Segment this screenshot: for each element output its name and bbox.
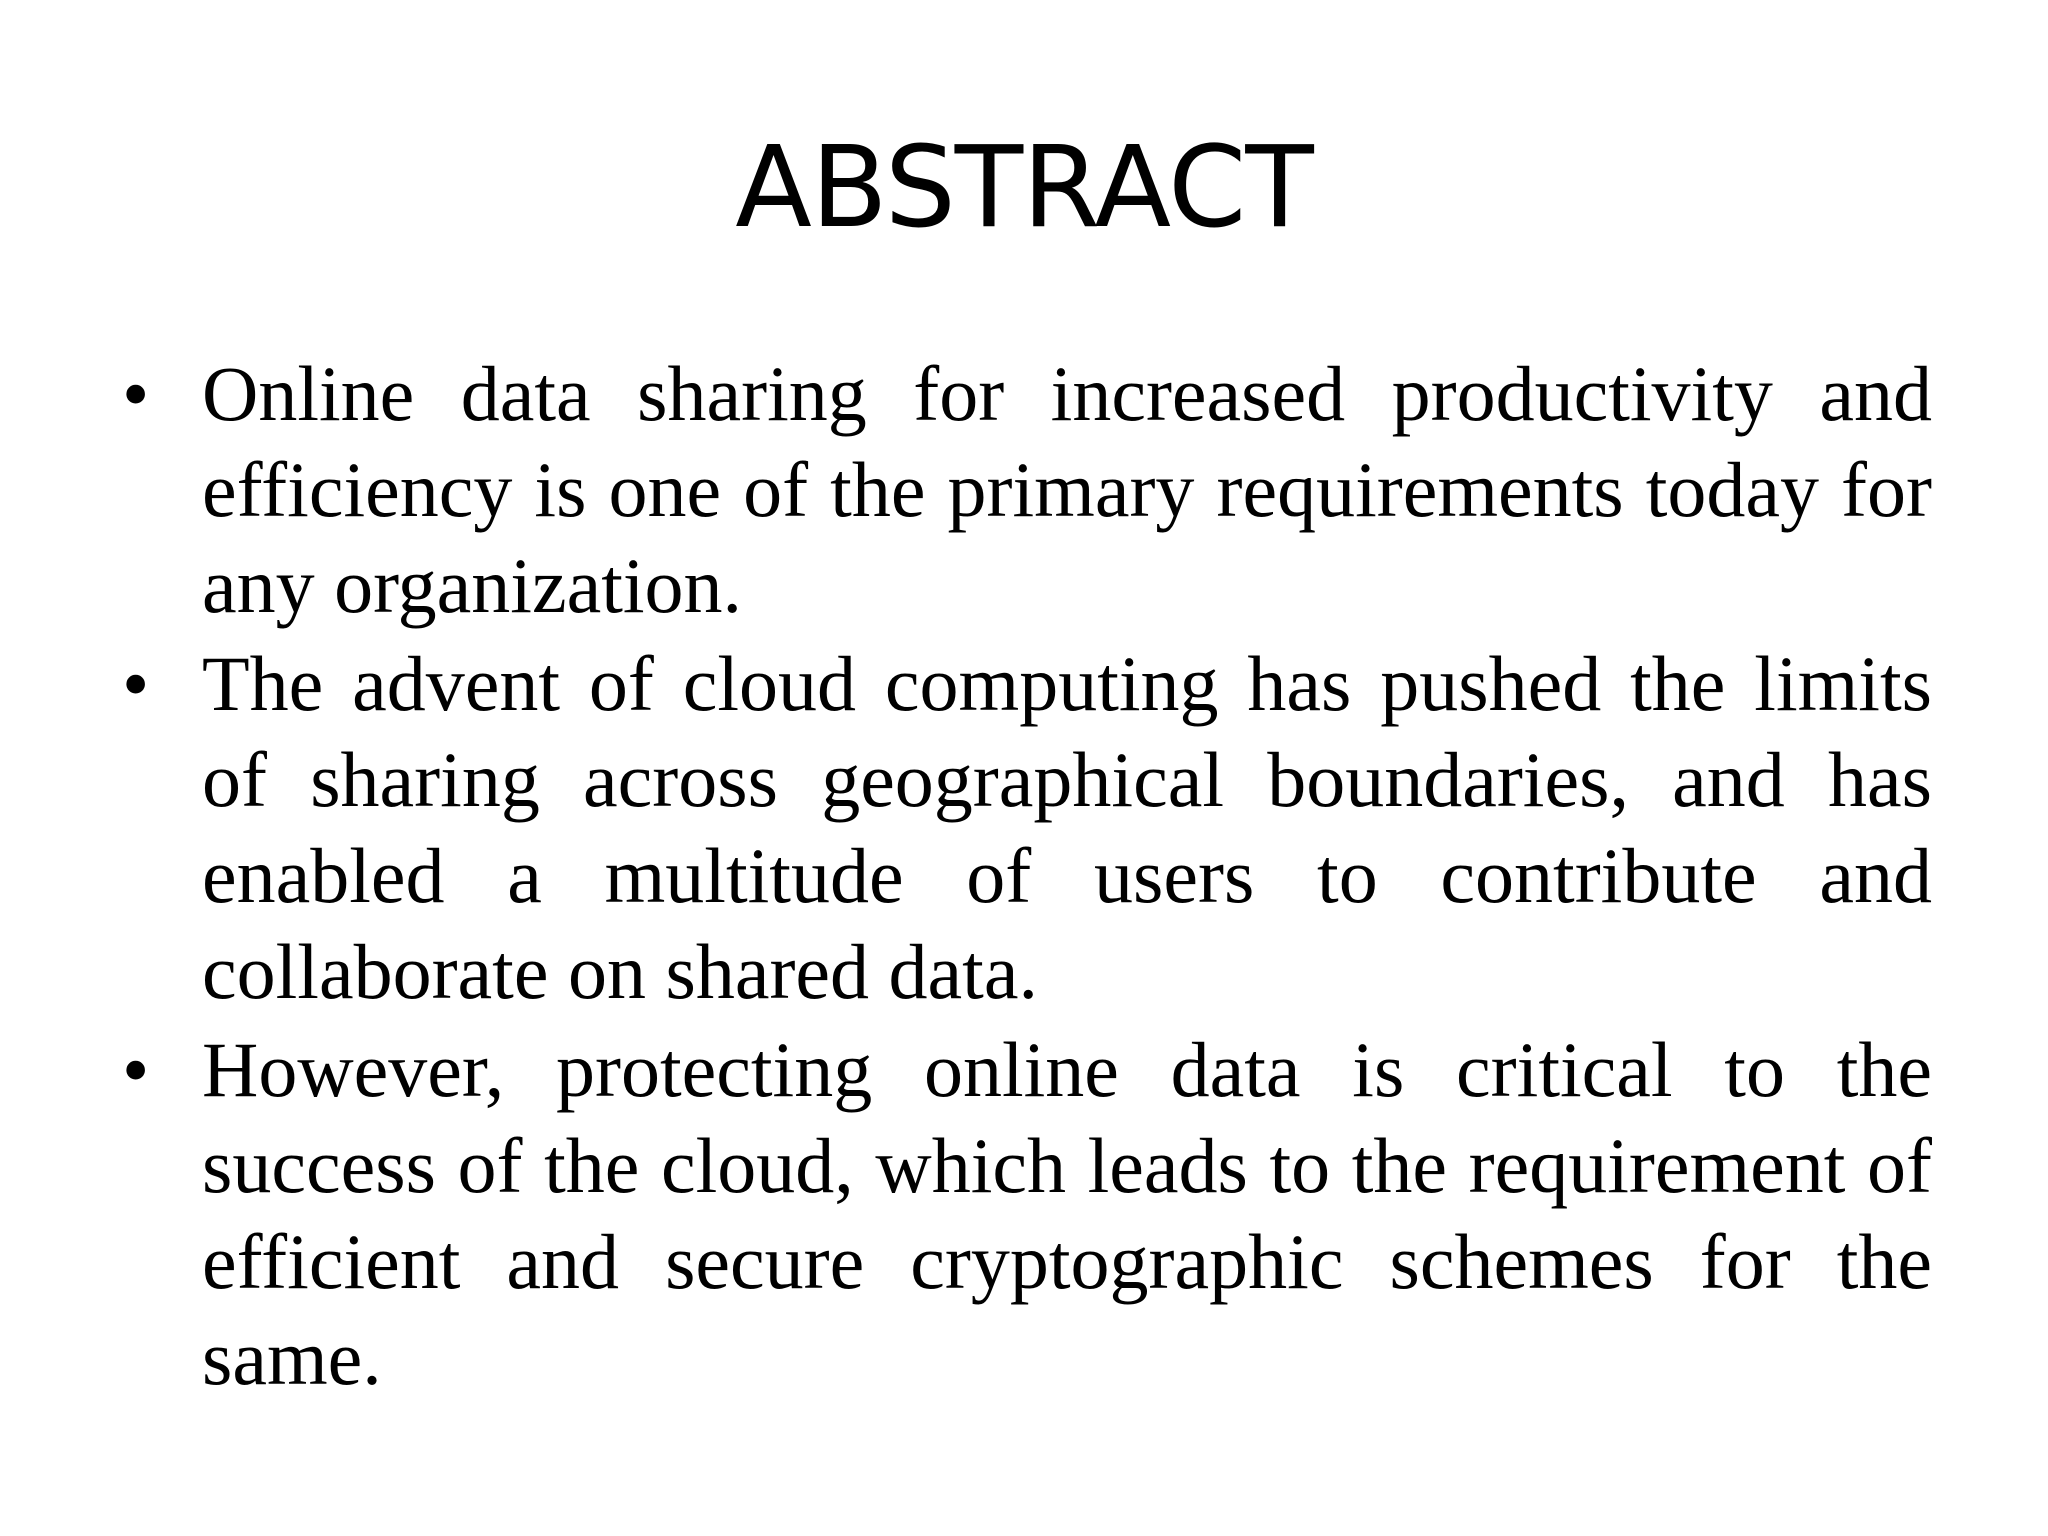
bullet-icon: •: [122, 640, 150, 727]
bullet-icon: •: [122, 1026, 150, 1113]
bullet-text: However, protecting online data is critical to the success of the cloud, which leads to the requirement of efficient and secure cryptographic schemes for the same.: [202, 1026, 1932, 1401]
bullet-text: Online data sharing for increased productivity and efficiency is one of the primary requirements today for any organization.: [202, 350, 1932, 629]
bullet-item-2: [0, 636, 2048, 1020]
bullet-list: [0, 346, 2048, 1408]
bullet-item-3: [0, 1022, 2048, 1406]
slide-title: ABSTRACT: [735, 123, 1313, 253]
bullet-icon: •: [122, 350, 150, 437]
bullet-item-1: [0, 346, 2048, 634]
bullet-text: The advent of cloud computing has pushed the limits of sharing across geographical boundaries, and has enabled a multitude of users to contribute and collaborate on shared data.: [202, 640, 1932, 1015]
